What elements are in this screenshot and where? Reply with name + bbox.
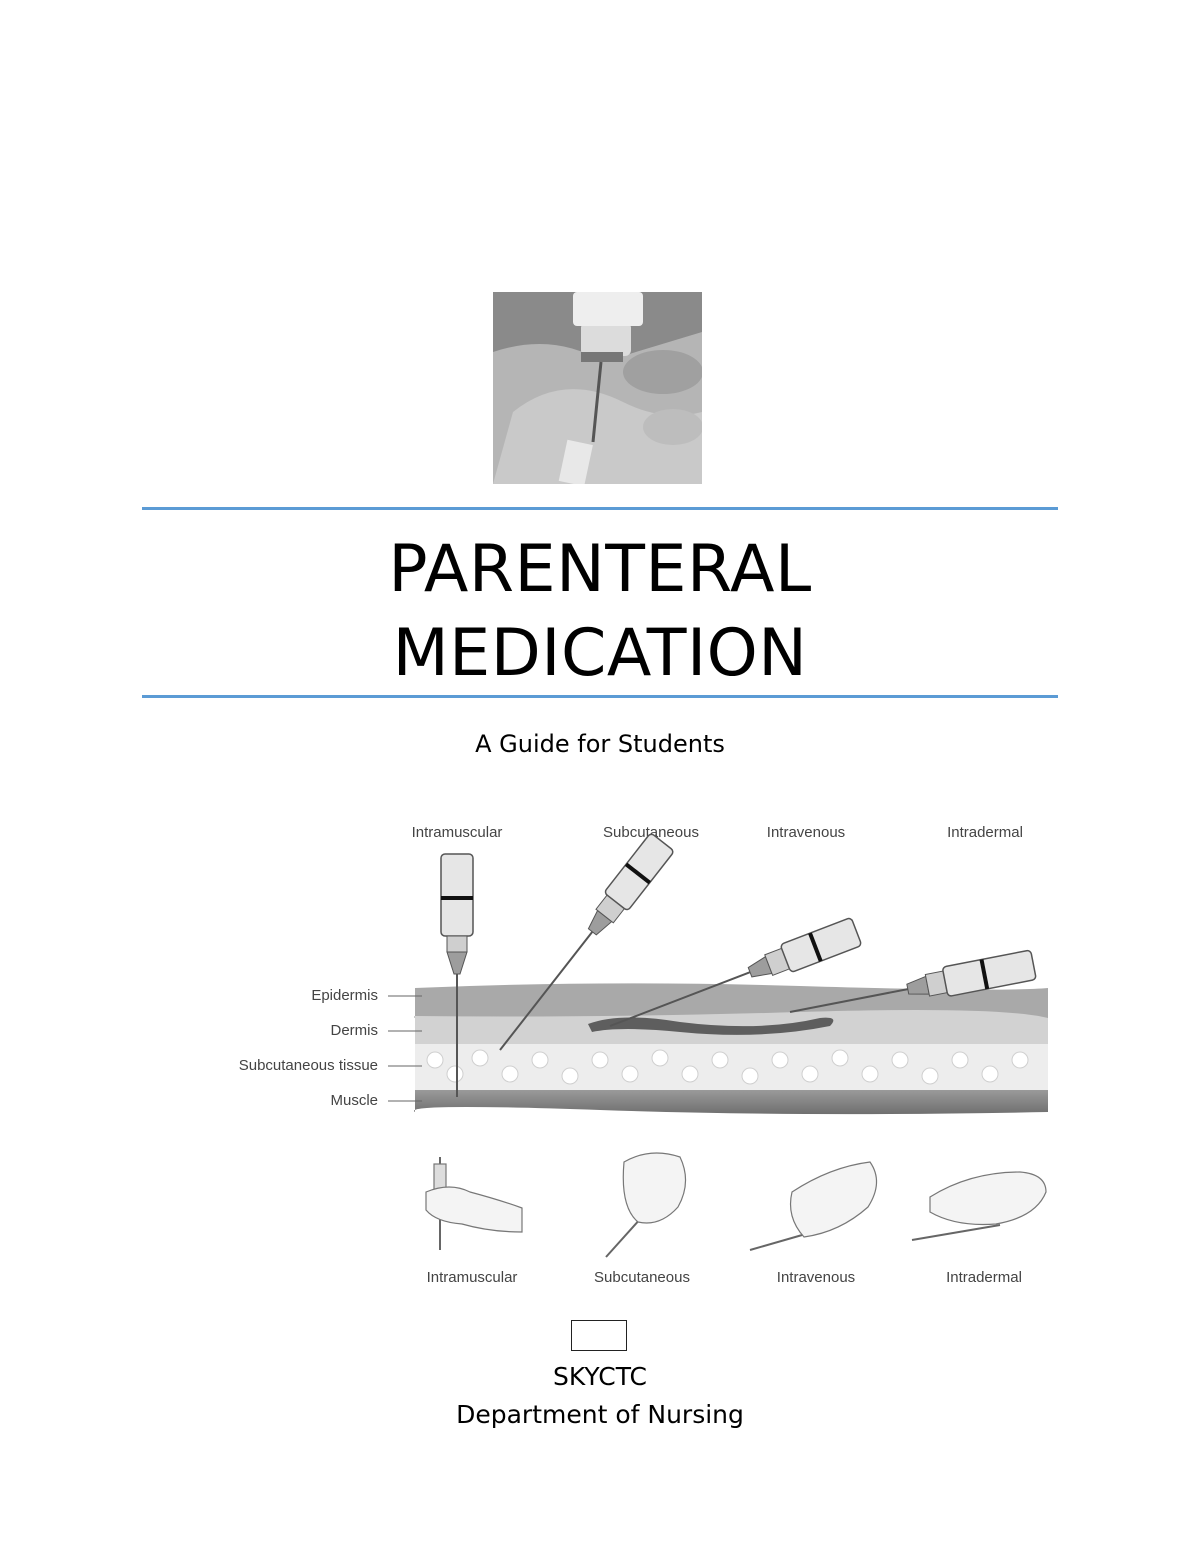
bottom-label-intradermal: Intradermal [946, 1269, 1022, 1286]
department-name: Department of Nursing [456, 1400, 744, 1429]
injection-routes-diagram [200, 812, 1060, 1292]
hand-subcutaneous-illustration [606, 1153, 686, 1257]
hand-intravenous-illustration [750, 1162, 877, 1250]
top-label-intradermal: Intradermal [947, 824, 1023, 841]
layer-label-epidermis: Epidermis [311, 987, 378, 1004]
cover-photo [493, 292, 702, 484]
organization-name: SKYCTC [553, 1362, 647, 1391]
empty-logo-box [571, 1320, 627, 1351]
top-divider [142, 507, 1058, 510]
skin-layers [414, 983, 1048, 1114]
layer-label-subcutaneous-tissue: Subcutaneous tissue [238, 1057, 378, 1074]
bottom-divider [142, 695, 1058, 698]
layer-label-muscle: Muscle [330, 1092, 378, 1109]
document-subtitle: A Guide for Students [475, 730, 725, 758]
title-line-1: PARENTERAL [388, 532, 812, 607]
hand-intradermal-illustration [912, 1172, 1046, 1240]
top-label-intravenous: Intravenous [766, 824, 846, 841]
title-line-2: MEDICATION [392, 616, 808, 691]
document-title [142, 528, 1058, 696]
layer-label-dermis: Dermis [330, 1022, 378, 1039]
bottom-label-intramuscular: Intramuscular [426, 1269, 518, 1286]
hand-intramuscular-illustration [426, 1157, 522, 1250]
top-label-subcutaneous: Subcutaneous [603, 824, 699, 841]
top-label-intramuscular: Intramuscular [411, 824, 503, 841]
bottom-label-subcutaneous: Subcutaneous [594, 1269, 690, 1286]
bottom-label-intravenous: Intravenous [776, 1269, 856, 1286]
